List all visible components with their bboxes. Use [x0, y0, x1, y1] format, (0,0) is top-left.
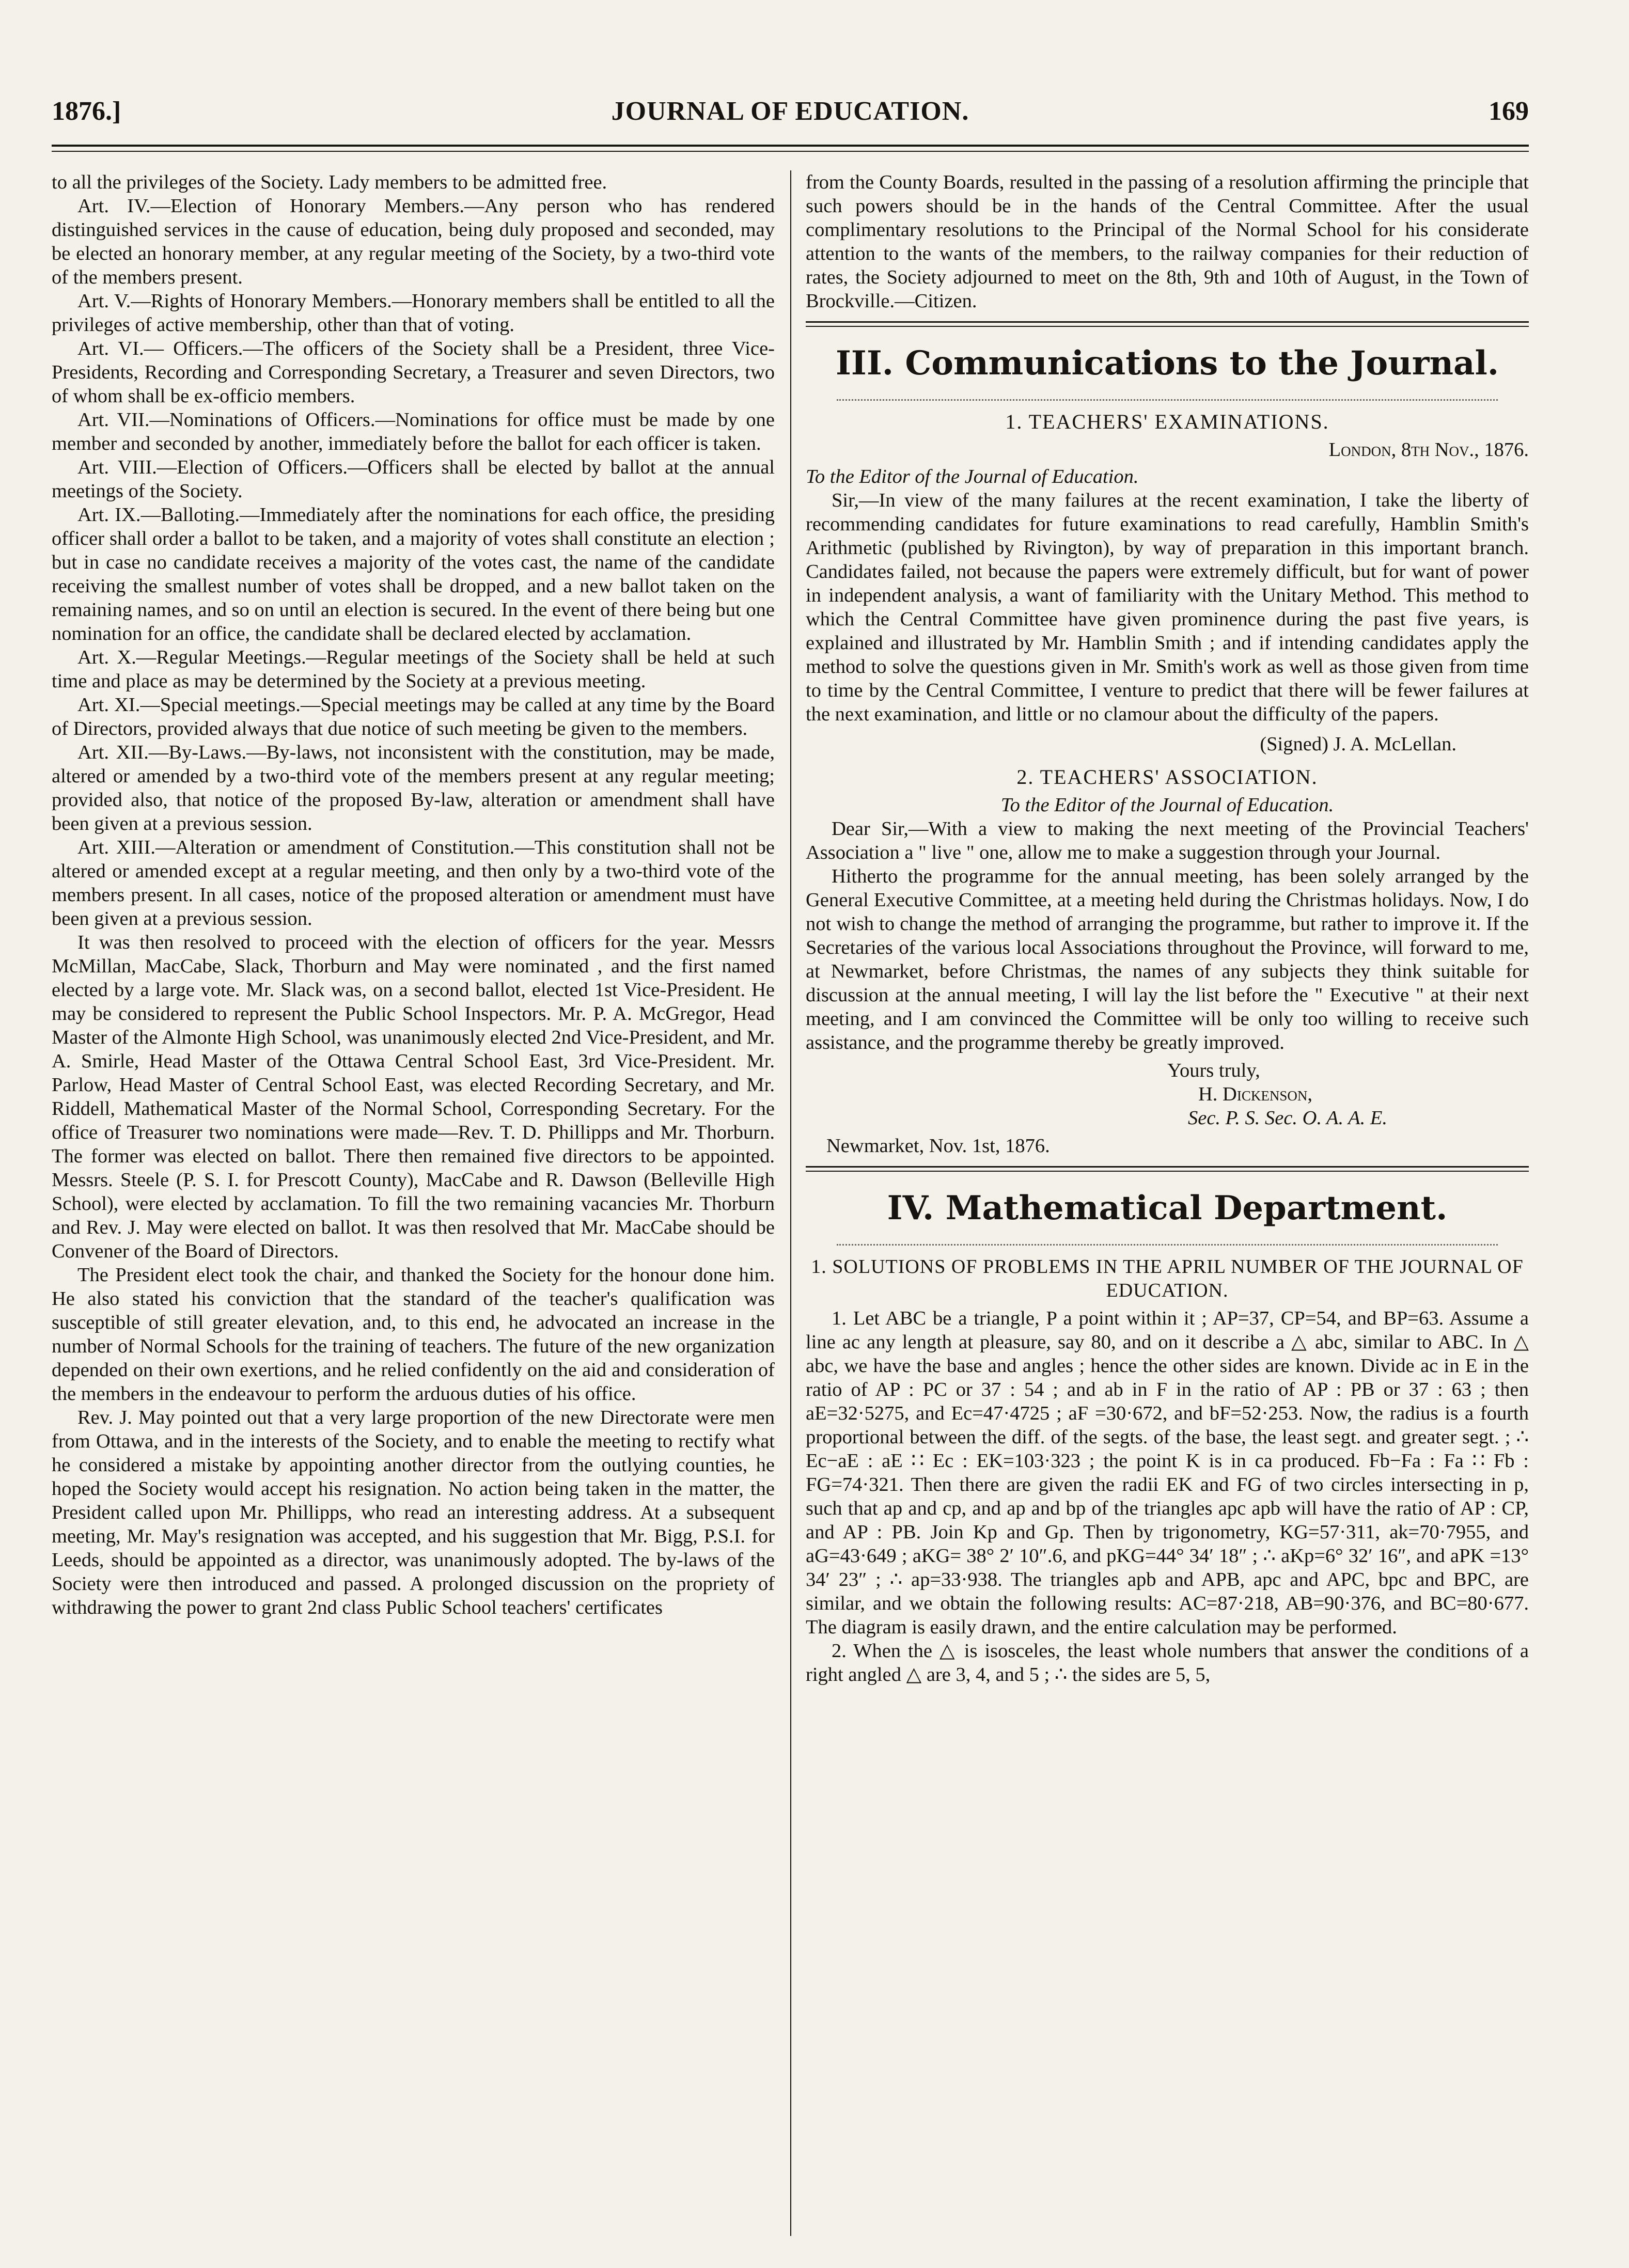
paragraph: Art. V.—Rights of Honorary Members.—Honorary members shall be entitled to all the privileges of active membership, other than that of voting. [52, 290, 775, 336]
signer-name: H. Dickenson, [1198, 1083, 1312, 1105]
solution-paragraph: 2. When the △ is isosceles, the least whole numbers that answer the conditions of a right angled △ are 3, 4, and 5 ; ∴ the sides are 5, 5, [806, 1640, 1529, 1686]
left-column [52, 170, 775, 2236]
journal-title: JOURNAL OF EDUCATION. [611, 97, 969, 126]
letter-body: Sir,—In view of the many failures at the recent examination, I take the liberty of recommending candidates for future examinations to read carefully, Hamblin Smith's Arithmetic (published by Rivington), by way of preparation in this important branch. Candidates failed, not because the papers were extremely difficult, but for want of power in independent analysis, a want of familiarity with the Unitary Method. This method to which the Central Committee have given prominence during the past five years, is explained and illustrated by Mr. Hamblin Smith ; and if intending candidates apply the method to solve the questions given in Mr. Smith's work as well as those given from time to time by the Central Committee, I venture to predict that there will be fewer failures at the next examination, and little or no clamour about the difficulty of the papers. [806, 490, 1529, 725]
ornamental-rule [837, 392, 1498, 401]
header-rule [52, 145, 1529, 147]
header-rule-thin [52, 151, 1529, 152]
dateline: London, 8th Nov., 1876. [1328, 439, 1529, 461]
paragraph: Art. X.—Regular Meetings.—Regular meetings of the Society shall be held at such time and place as may be determined by the Society at a previous meeting. [52, 647, 775, 692]
paragraph: Art. IV.—Election of Honorary Members.—Any person who has rendered distinguished services in the cause of education, being duly proposed and seconded, may be elected an honorary member, at any regular meeting of the Society, by a two-third vote of the members present. [52, 195, 775, 288]
signature: (Signed) J. A. McLellan. [1260, 733, 1456, 755]
letter-body: Dear Sir,—With a view to making the next meeting of the Provincial Teachers' Association a " live " one, allow me to make a suggestion through your Journal. [806, 818, 1529, 863]
ornamental-rule [837, 1237, 1498, 1246]
paragraph: to all the privileges of the Society. Lady members to be admitted free. [52, 171, 607, 193]
solution-paragraph: 1. Let ABC be a triangle, P a point within it ; AP=37, CP=54, and BP=63. Assume a line ac any length at pleasure, say 80, and on it describe a △ abc, similar to ABC. In △ abc, we have the base and angles ; hence the other sides are known. Divide ac in E in the ratio of AP : PC or 37 : 54 ; and ab in F in the ratio of AP : PB or 37 : 63 ; then aE=32·5275, and Ec=47·4725 ; aF =30·672, and bF=52·253. Now, the radius is a fourth proportional between the diff. of the segts. of the base, the least segt. and greater segt. ; ∴ Ec−aE : aE ∷ Ec : EK=103·323 ; the point K is in ca produced. Fb−Fa : Fa ∷ Fb : FG=74·321. Then there are given the radii EK and FG of two circles intersecting in p, such that ap and cp, and ap and bp of the triangles apc apb will have the ratio of AP : CP, and AP : PB. Join Kp and Gp. Then by trigonometry, KG=57·311, ak=70·7955, and aG=43·649 ; aKG= 38° 2′ 10″.6, and pKG=44° 34′ 18″ ; ∴ aKp=6° 32′ 16″, and aPK =13° 34′ 23″ ; ∴ ap=33·938. The triangles apb and APB, apc and APC, bpc and BPC, are similar, and we obtain the following results: AC=87·218, AB=90·376, and BC=80·677. The diagram is easily drawn, and the entire calculation may be performed. [806, 1308, 1529, 1638]
article-heading: 1. SOLUTIONS OF PROBLEMS IN THE APRIL NUMBER OF THE JOURNAL OF EDUCATION. [811, 1256, 1524, 1301]
paragraph: Art. VII.—Nominations of Officers.—Nominations for office must be made by one member and seconded by another, immediately before the ballot for each officer is taken. [52, 409, 775, 454]
paragraph: Art. IX.—Balloting.—Immediately after the nominations for each office, the presiding officer shall order a ballot to be taken, and a majority of votes shall constitute an election ; but in case no candidate receives a majority of the votes cast, the name of the candidate receiving the smallest number of votes shall be dropped, and a new ballot taken on the remaining names, and so on until an election is secured. In the event of there being but one nomination for an office, the candidate shall be declared elected by acclamation. [52, 504, 775, 644]
signer-role: Sec. P. S. Sec. O. A. A. E. [1188, 1107, 1387, 1129]
column-divider [790, 170, 791, 2236]
journal-page [52, 77, 1529, 2236]
paragraph: Art. XI.—Special meetings.—Special meetings may be called at any time by the Board of Directors, provided always that due notice of such meeting be given to the members. [52, 694, 775, 739]
section-rule [806, 1166, 1529, 1172]
letter-body: Hitherto the programme for the annual meeting, has been solely arranged by the General Executive Committee, at a meeting held during the Christmas holidays. Now, I do not wish to change the method of arranging the programme, but rather to improve it. If the Secretaries of the various local Associations throughout the Province, will forward to me, at Newmarket, before Christmas, the names of any subjects they think suitable for discussion at the annual meeting, I will lay the list before the " Executive " at their next meeting, and I am convinced the Committee will be only too willing to receive such assistance, and the programme thereby be greatly improved. [806, 865, 1529, 1053]
closing: Yours truly, [1167, 1060, 1260, 1081]
section-rule [806, 321, 1529, 327]
article-heading: 2. TEACHERS' ASSOCIATION. [1016, 765, 1318, 789]
paragraph: The President elect took the chair, and thanked the Society for the honour done him. He also stated his conviction that the standard of the teacher's qualification was susceptible of still greater elevation, and, to this end, he advocated an increase in the number of Normal Schools for the training of teachers. The future of the new organization depended on their own exertions, and he relied confidently on the aid and consideration of the members in the endeavour to perform the arduous duties of his office. [52, 1264, 775, 1405]
article-heading: 1. TEACHERS' EXAMINATIONS. [1005, 410, 1329, 433]
page-date: 1876.] [52, 97, 121, 126]
right-column [806, 170, 1529, 2236]
paragraph: Art. XIII.—Alteration or amendment of Constitution.—This constitution shall not be altered or amended except at a regular meeting, and then only by a two-third vote of the members present. In all cases, notice of the proposed alteration or amendment must have been given at a previous session. [52, 837, 775, 930]
section-heading-communications: III. Communications to the Journal. [835, 344, 1499, 383]
paragraph: Art. XII.—By-Laws.—By-laws, not inconsistent with the constitution, may be made, altered or amended by a two-third vote of the members present at any regular meeting; provided also, that notice of the proposed By-law, alteration or amendment shall have been given at a previous session. [52, 742, 775, 834]
paragraph: Art. VI.— Officers.—The officers of the Society shall be a President, three Vice-Presidents, Recording and Corresponding Secretary, a Treasurer and seven Directors, two of whom shall be ex-officio members. [52, 338, 775, 407]
signature-block [1167, 1059, 1529, 1130]
page-number: 169 [1489, 97, 1529, 126]
salutation-line: To the Editor of the Journal of Education. [1000, 794, 1334, 816]
salutation-line: To the Editor of the Journal of Education. [806, 466, 1139, 487]
section-heading-mathematical: IV. Mathematical Department. [887, 1189, 1448, 1227]
paragraph: It was then resolved to proceed with the election of officers for the year. Messrs McMillan, MacCabe, Slack, Thorburn and May were nominated , and the first named elected by a large vote. Mr. Slack was, on a second ballot, elected 1st Vice-President. He may be considered to represent the Public School Inspectors. Mr. P. A. McGregor, Head Master of the Almonte High School, was unanimously elected 2nd Vice-President, and Mr. A. Smirle, Head Master of the Ottawa Central School East, 3rd Vice-President. Mr. Parlow, Head Master of Central School East, was elected Recording Secretary, and Mr. Riddell, Mathematical Master of the Normal School, Corresponding Secretary. For the office of Treasurer two nominations were made—Rev. T. D. Phillipps and Mr. Thorburn. The former was elected on ballot. There then remained five directors to be appointed. Messrs. Steele (P. S. I. for Prescott County), MacCabe and R. Dawson (Belleville High School), were elected by acclamation. To fill the two remaining vacancies Mr. Thorburn and Rev. J. May were elected on ballot. It was then resolved that Mr. MacCabe should be Convener of the Board of Directors. [52, 932, 775, 1262]
running-head [52, 96, 1529, 143]
place-date: Newmarket, Nov. 1st, 1876. [826, 1135, 1050, 1157]
paragraph: Rev. J. May pointed out that a very large proportion of the new Directorate were men from Ottawa, and in the interests of the Society, and to enable the meeting to rectify what he considered a mistake by appointing another director from the outlying counties, he hoped the Society would accept his resignation. No action being taken in the matter, the President called upon Mr. Phillipps, who read an interesting address. At a subsequent meeting, Mr. May's resignation was accepted, and his suggestion that Mr. Bigg, P.S.I. for Leeds, should be appointed as a director, was unanimously adopted. The by-laws of the Society were then introduced and passed. A prolonged discussion on the propriety of withdrawing the power to grant 2nd class Public School teachers' certificates [52, 1407, 775, 1618]
paragraph: Art. VIII.—Election of Officers.—Officers shall be elected by ballot at the annual meetings of the Society. [52, 456, 775, 502]
paragraph: from the County Boards, resulted in the passing of a resolution affirming the principle that such powers should be in the hands of the Central Committee. After the usual complimentary resolutions to the Principal of the Normal School for his considerate attention to the wants of the members, to the railway companies for their reduction of rates, the Society adjourned to meet on the 8th, 9th and 10th of August, in the Town of Brockville.—Citizen. [806, 171, 1529, 312]
